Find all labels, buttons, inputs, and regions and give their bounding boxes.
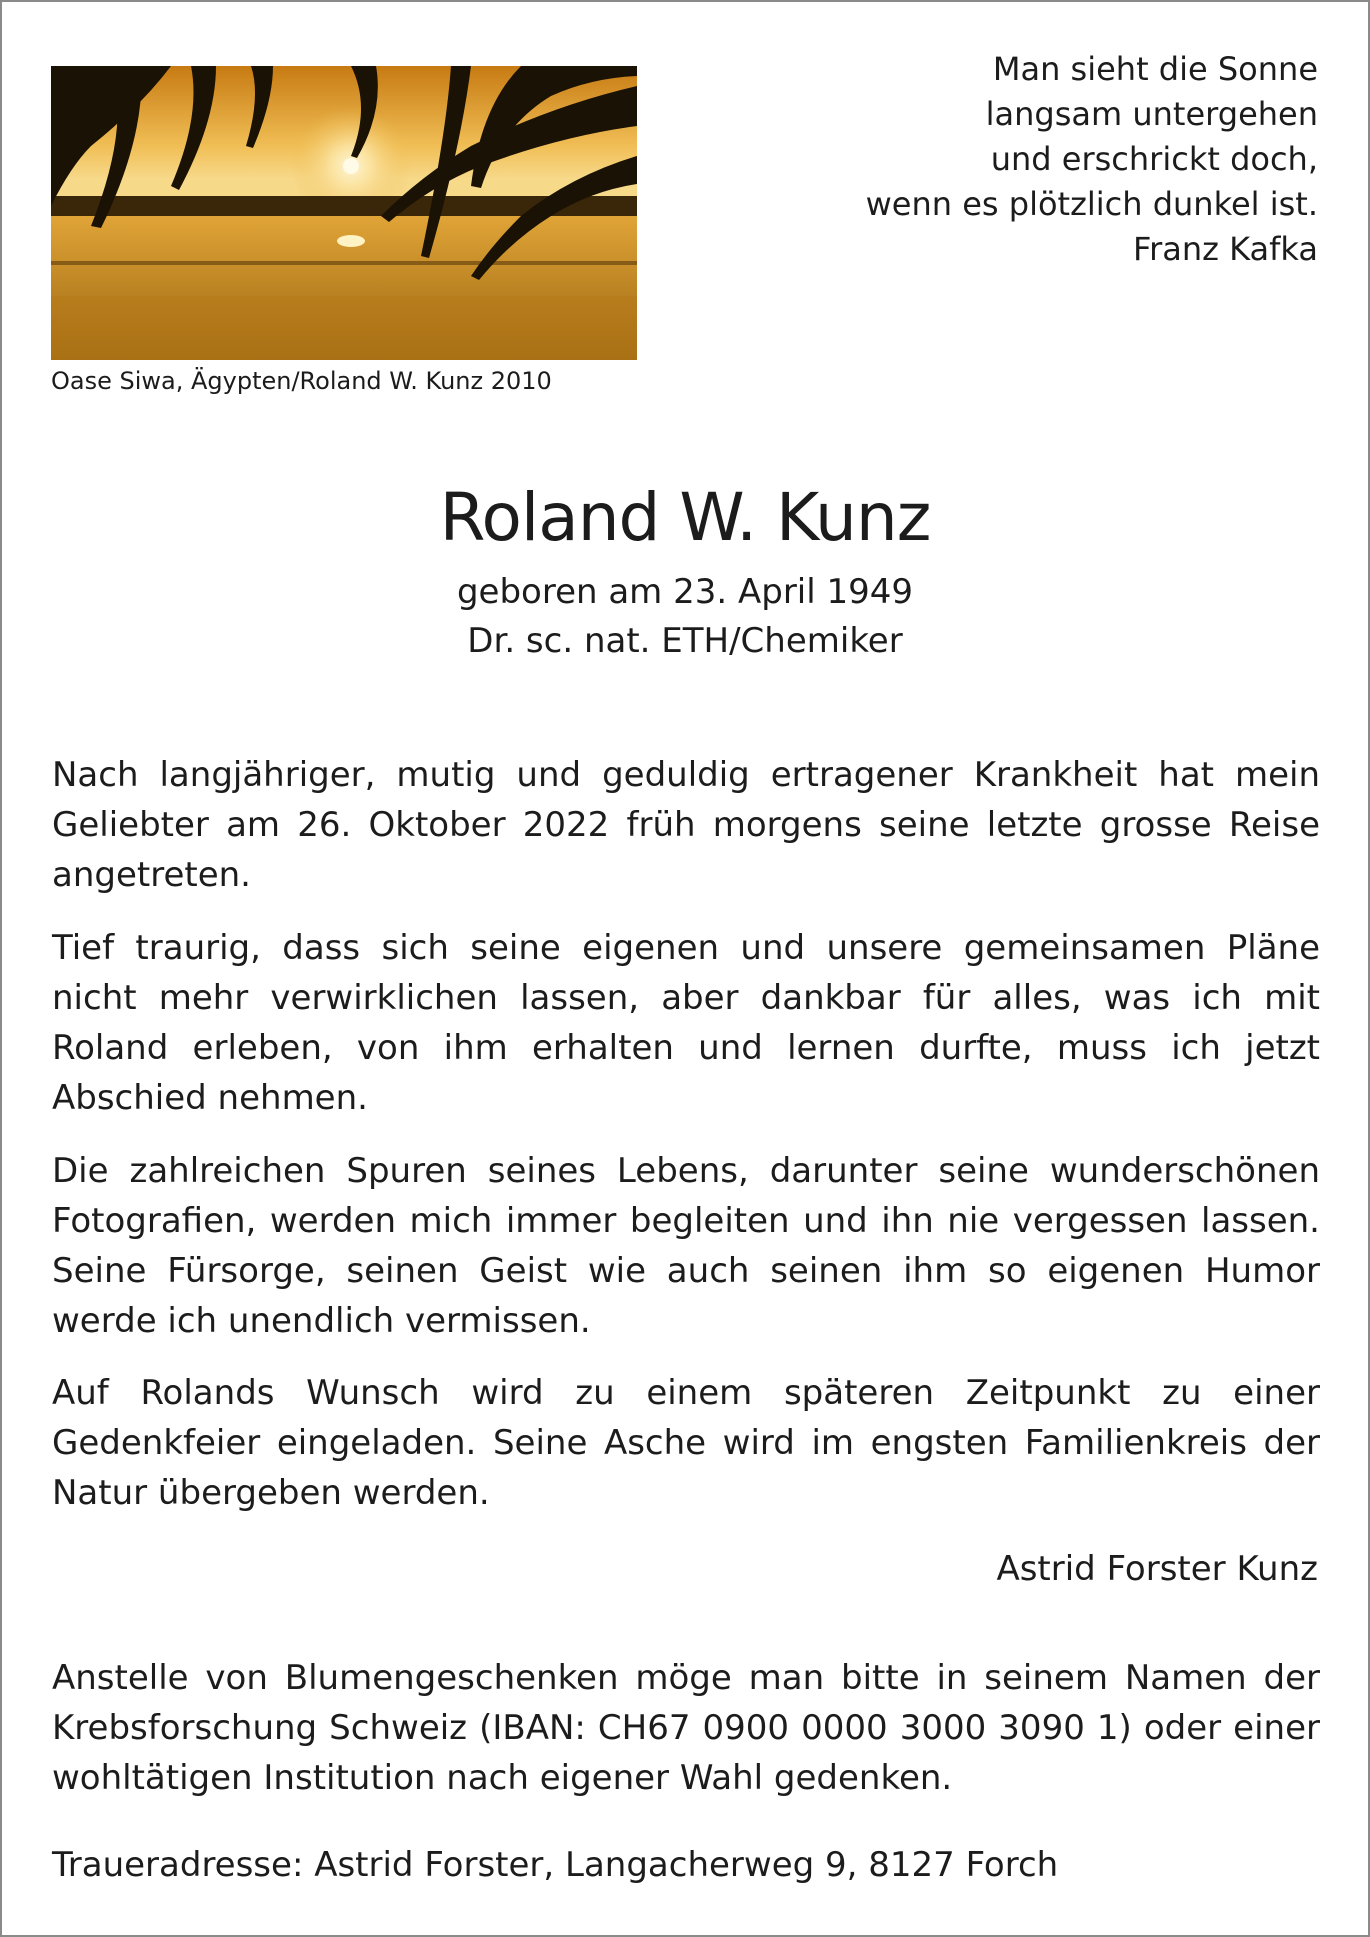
- mourning-address: Traueradresse: Astrid Forster, Langacherweg 9, 8127 Forch: [52, 1845, 1059, 1885]
- quote-line: langsam untergehen: [985, 95, 1318, 133]
- quote-line: und erschrickt doch,: [990, 140, 1318, 178]
- quote-author: Franz Kafka: [1133, 230, 1318, 268]
- signature: Astrid Forster Kunz: [996, 1549, 1318, 1589]
- photo-caption: Oase Siwa, Ägypten/Roland W. Kunz 2010: [51, 367, 552, 395]
- academic-title: Dr. sc. nat. ETH/Chemiker: [467, 621, 903, 661]
- quote-line: Man sieht die Sonne: [992, 50, 1318, 88]
- sunset-palm-photo: [51, 66, 637, 360]
- kafka-quote: [798, 47, 1318, 272]
- paragraph-memorial: Auf Rolands Wunsch wird zu einem späteren Zeitpunkt zu einer Gedenkfeier eingeladen. Seine Asche wird im engsten Familienkreis der Natur übergeben werden.: [52, 1373, 1320, 1513]
- sunset-palm-icon: [51, 66, 637, 360]
- paragraph-farewell: Tief traurig, dass sich seine eigenen und unsere gemeinsamen Pläne nicht mehr verwirklichen lassen, aber dankbar für alles, was ich mit Roland erleben, von ihm erhalten und lernen durfte, muss ich jetzt Abschied nehmen.: [52, 928, 1320, 1118]
- quote-line: wenn es plötzlich dunkel ist.: [865, 185, 1318, 223]
- donation-notice: Anstelle von Blumengeschenken möge man bitte in seinem Namen der Krebsforschung Schweiz (IBAN: CH67 0900 0000 3000 3090 1) oder einer wohltätigen Institution nach eigener Wahl gedenken.: [52, 1658, 1320, 1798]
- birth-date: geboren am 23. April 1949: [456, 572, 914, 612]
- deceased-name: Roland W. Kunz: [439, 479, 931, 556]
- paragraph-illness: Nach langjähriger, mutig und geduldig ertragener Krankheit hat mein Geliebter am 26. Oktober 2022 früh morgens seine letzte grosse Reise angetreten.: [52, 755, 1320, 895]
- paragraph-memories: Die zahlreichen Spuren seines Lebens, darunter seine wunderschönen Fotografien, werden mich immer begleiten und ihn nie vergessen lassen. Seine Fürsorge, seinen Geist wie auch seinen ihm so eigenen Humor werde ich unendlich vermissen.: [52, 1151, 1320, 1341]
